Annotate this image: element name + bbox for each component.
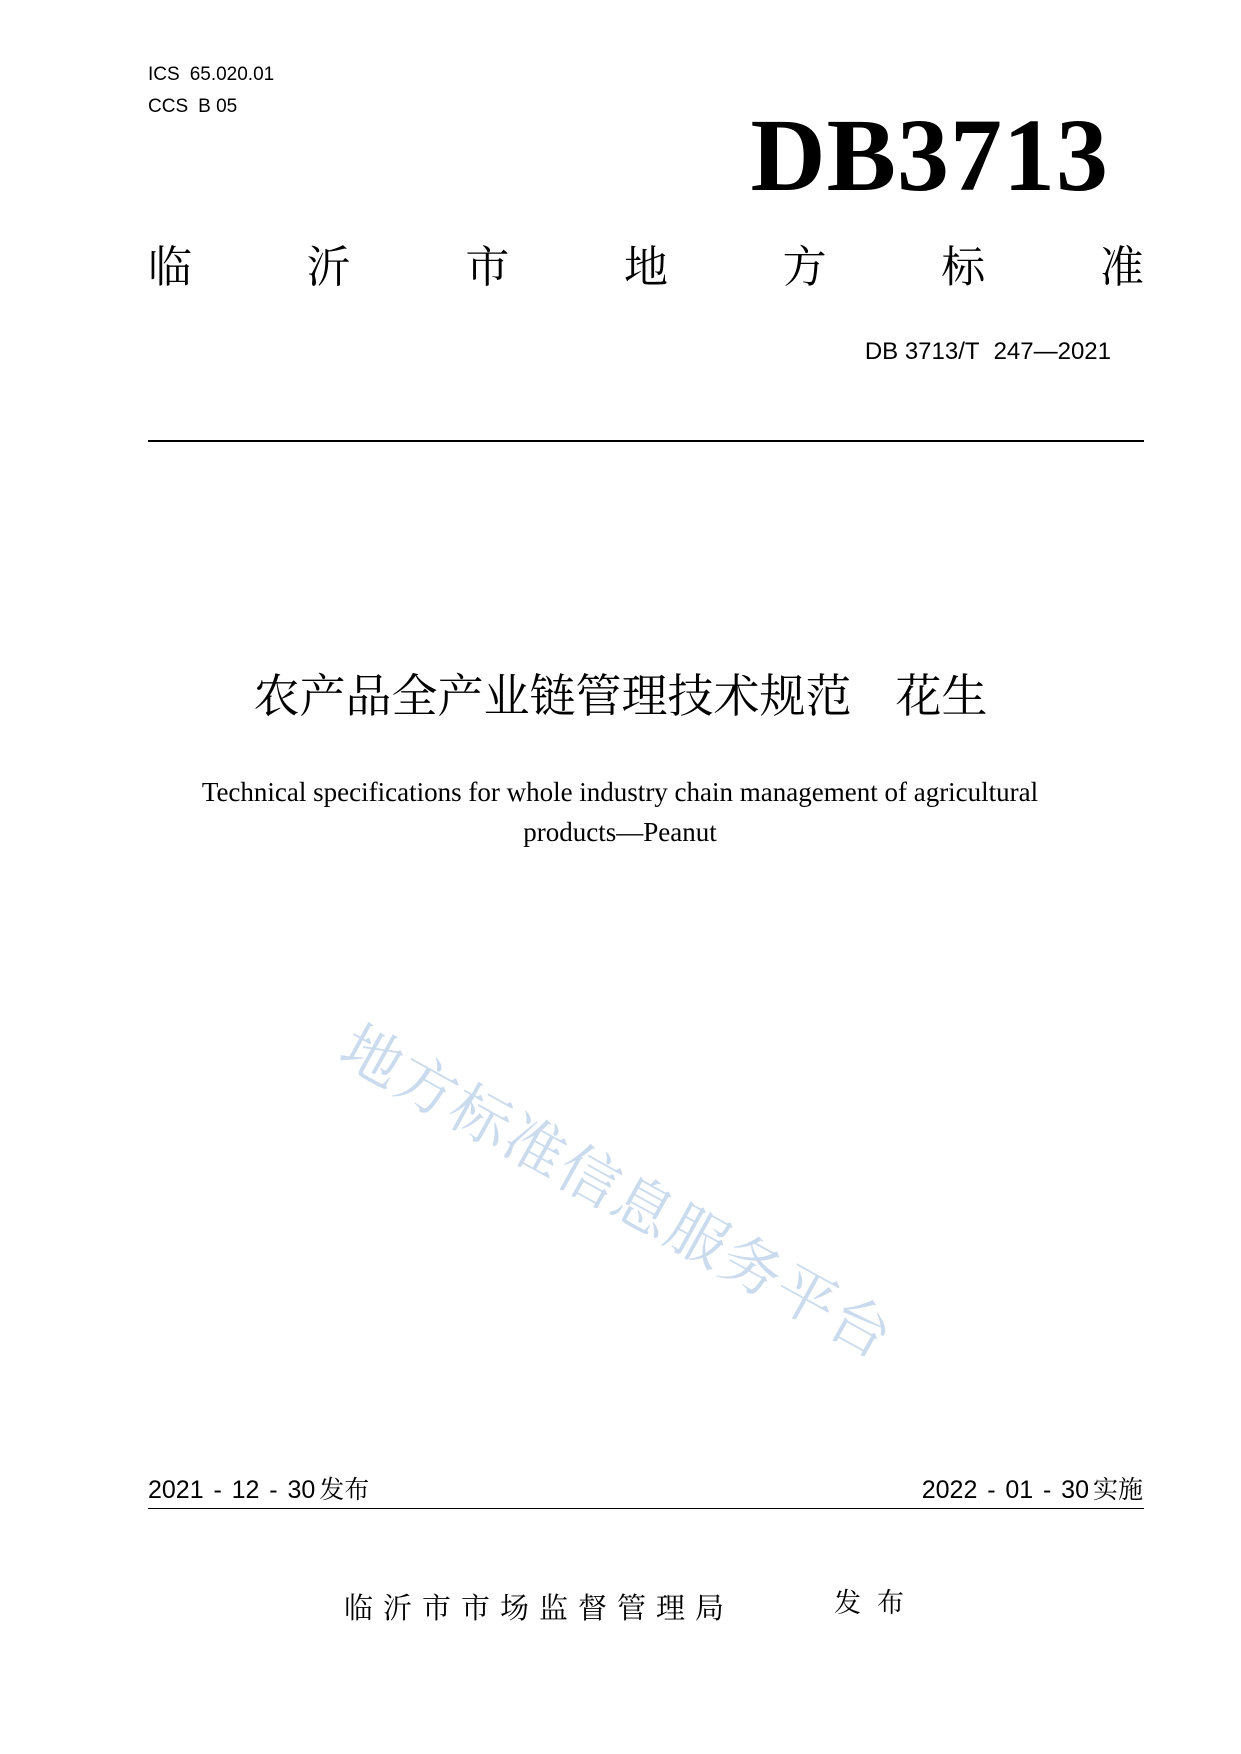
issue-year: 2021 <box>148 1476 204 1504</box>
header-divider <box>148 440 1144 442</box>
title-english-line1: Technical specifications for whole industry chain management of agricultural <box>201 777 1039 807</box>
date-separator: - <box>987 1476 996 1504</box>
issue-date <box>148 1474 369 1506</box>
category-char: 地 <box>623 242 668 293</box>
category-char: 方 <box>782 242 827 293</box>
implementation-date <box>922 1474 1143 1506</box>
category-char: 准 <box>1099 242 1144 293</box>
watermark-text: 地方标准信息服务平台 <box>328 1011 905 1374</box>
watermark <box>300 1000 1020 1480</box>
date-separator: - <box>1043 1476 1052 1504</box>
ccs-code-line <box>148 96 237 118</box>
date-separator: - <box>269 1476 278 1504</box>
title-chinese-sub: 花生 <box>895 669 988 723</box>
title-chinese-main: 农产品全产业链管理技术规范 <box>253 669 852 723</box>
ccs-label: CCS <box>148 96 189 117</box>
issue-day: 30 <box>287 1476 316 1504</box>
title-chinese <box>0 668 1241 724</box>
standard-number-prefix: DB 3713/T <box>864 338 980 365</box>
publish-label: 发布 <box>834 1588 920 1619</box>
category-char: 沂 <box>306 242 351 293</box>
issue-label: 发布 <box>319 1475 370 1504</box>
impl-day: 30 <box>1061 1476 1089 1504</box>
publisher-name: 临沂市市场监督管理局 <box>344 1591 735 1625</box>
standard-category <box>148 242 1144 294</box>
category-char: 临 <box>148 242 192 293</box>
ics-code-line <box>148 64 274 86</box>
title-english <box>140 772 1100 852</box>
impl-label: 实施 <box>1092 1475 1143 1504</box>
standard-number-suffix: 247—2021 <box>993 338 1111 365</box>
ics-label: ICS <box>148 64 180 85</box>
standard-number <box>865 338 1111 366</box>
ccs-code: B 05 <box>198 96 238 117</box>
footer-divider <box>148 1508 1144 1509</box>
category-char: 标 <box>941 242 986 293</box>
date-separator: - <box>213 1476 222 1504</box>
impl-year: 2022 <box>921 1476 978 1504</box>
standard-logo: DB3713 <box>750 98 1109 213</box>
issue-month: 12 <box>231 1476 260 1504</box>
impl-month: 01 <box>1005 1476 1034 1504</box>
title-english-line2: products—Peanut <box>523 817 717 847</box>
category-char: 市 <box>465 242 510 293</box>
ics-code: 65.020.01 <box>189 64 275 85</box>
